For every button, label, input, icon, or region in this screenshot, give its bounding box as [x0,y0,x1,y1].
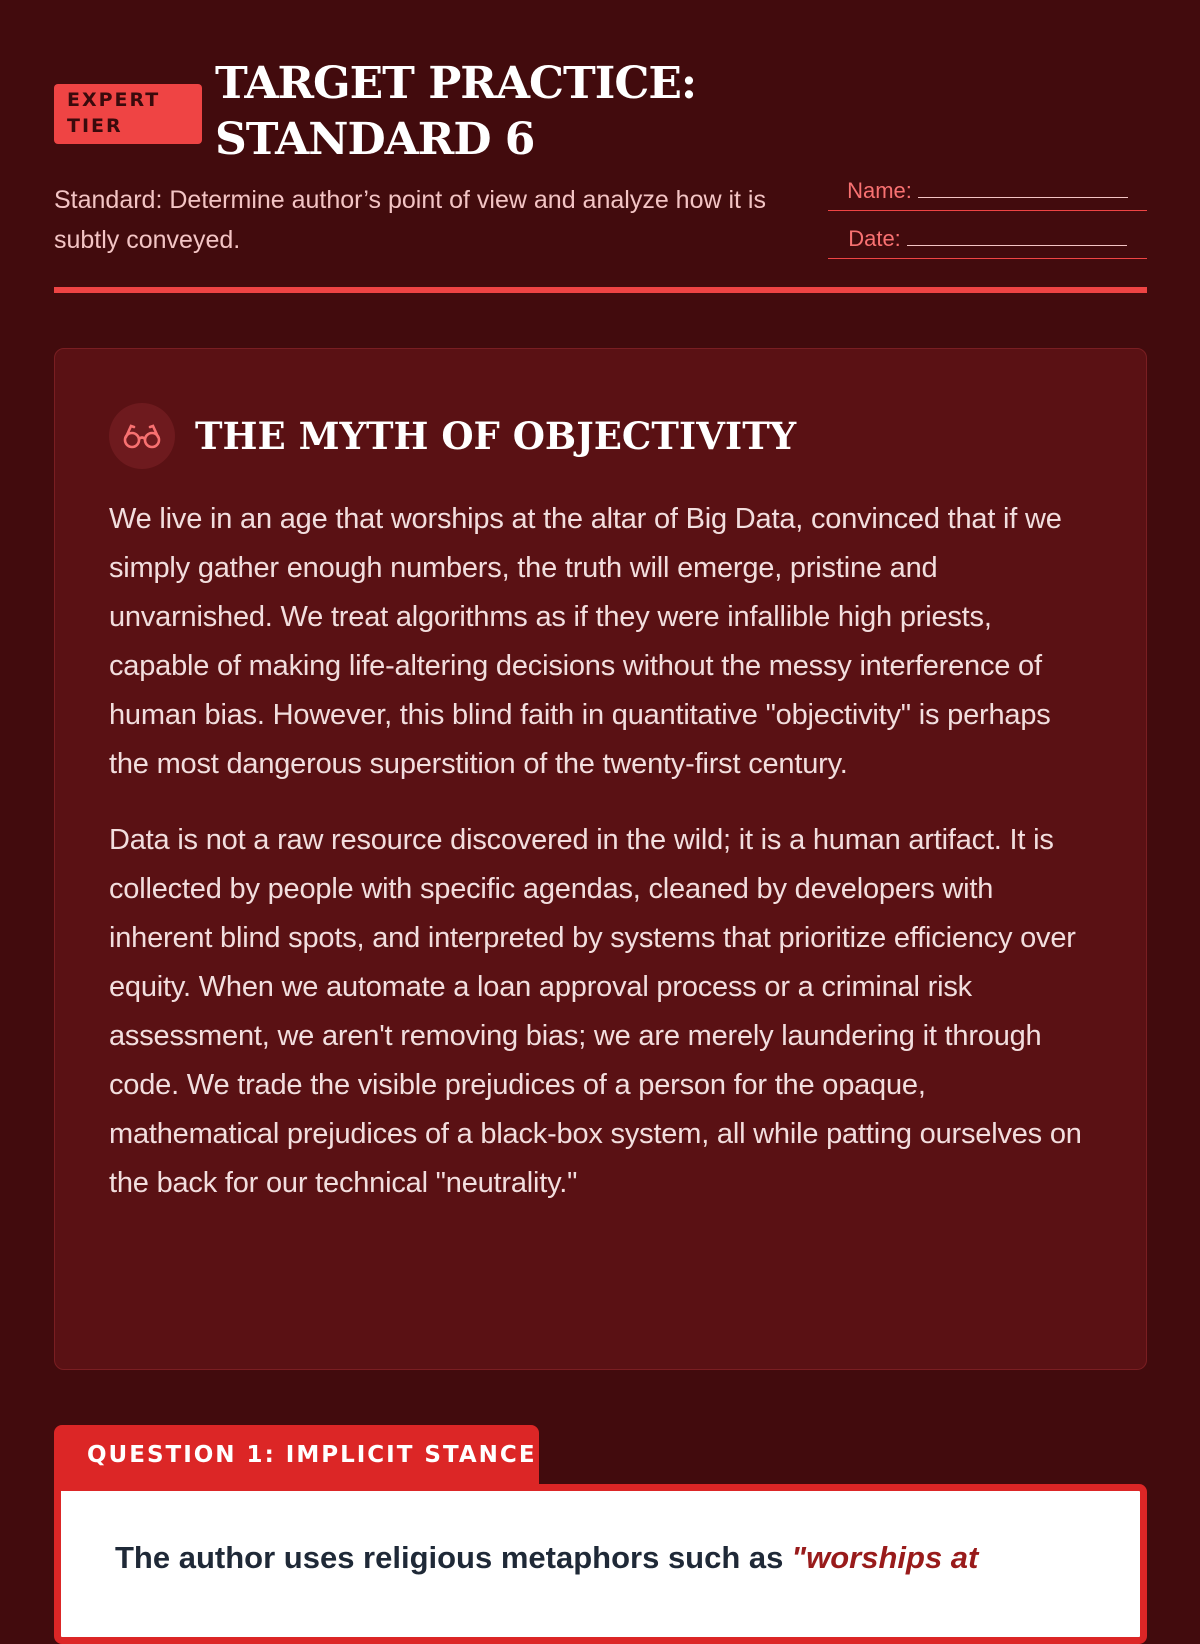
glasses-icon [109,403,175,469]
question-1-quote: "worships at [791,1540,979,1575]
name-blank-line[interactable] [918,177,1128,198]
passage-paragraph: We live in an age that worships at the altar of Big Data, convinced that if we simply gather enough numbers, the truth will emerge, pristine and unvarnished. We treat algorithms as if they were infallible high priests, capable of making life-altering decisions without the messy interference of human bias. However, this blind faith in quantitative "objectivity" is perhaps the most dangerous superstition of the twenty-first century. [109,503,1062,780]
question-1-prompt [115,1537,1140,1579]
worksheet-header [54,56,1147,296]
date-blank-line[interactable] [907,225,1127,246]
passage-title: THE MYTH OF OBJECTIVITY [195,414,797,458]
question-1-card [54,1484,1147,1644]
standard-description: Standard: Determine author’s point of view and analyze how it is subtly conveyed. [54,186,766,254]
question-1-prompt-text: The author uses religious metaphors such as [115,1540,784,1575]
question-1-tab: QUESTION 1: IMPLICIT STANCE [54,1425,539,1487]
date-label: Date: [848,226,901,251]
header-divider [54,287,1147,293]
passage-card [54,348,1147,1370]
date-field[interactable] [828,224,1147,259]
passage-heading [109,403,1092,469]
tier-badge: EXPERT TIER [54,84,202,144]
name-field[interactable] [828,176,1147,211]
passage-paragraph: Data is not a raw resource discovered in the wild; it is a human artifact. It is collected by people with specific agendas, cleaned by developers with inherent blind spots, and interpreted by systems that prioritize efficiency over equity. When we automate a loan approval process or a criminal risk assessment, we aren't removing bias; we are merely laundering it through code. We trade the visible prejudices of a person for the opaque, mathematical prejudices of a black-box system, all while patting ourselves on the back for our technical "neutrality." [109,824,1082,1199]
name-label: Name: [847,178,912,203]
page-title: TARGET PRACTICE: STANDARD 6 [215,58,697,165]
